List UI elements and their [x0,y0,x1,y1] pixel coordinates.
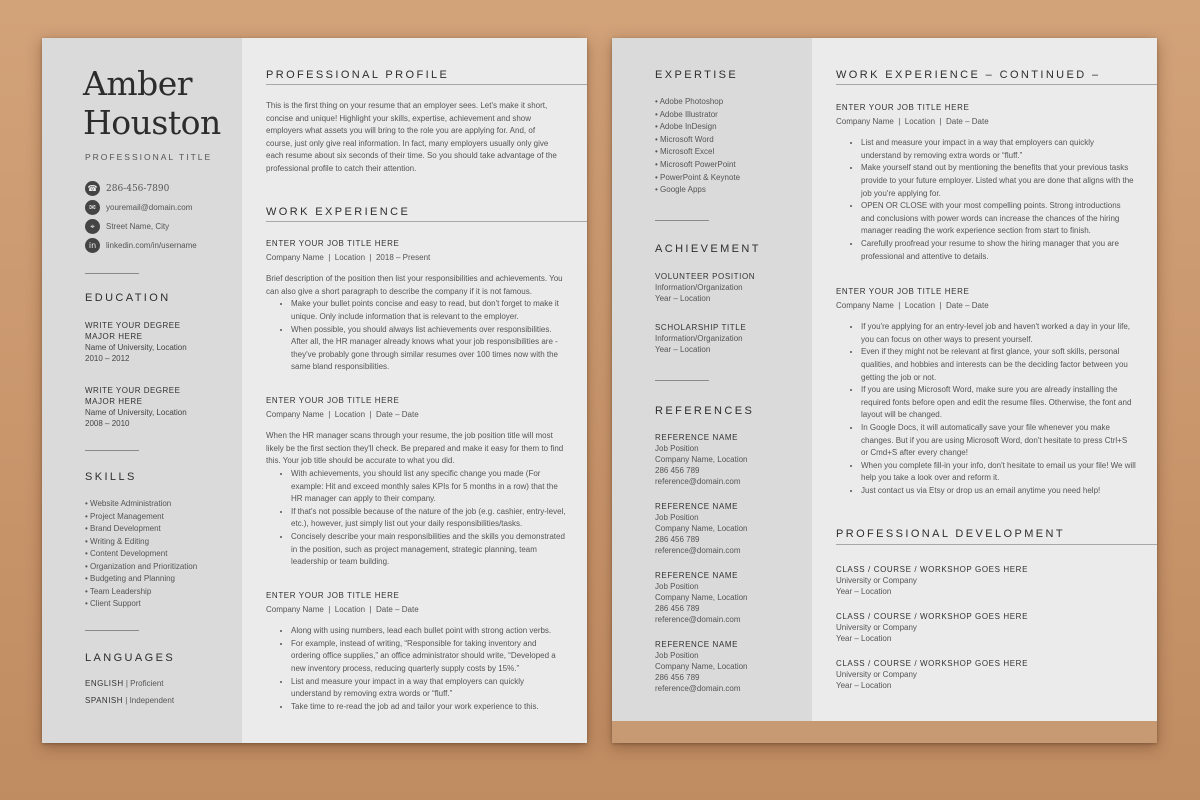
list-item: • Adobe Photoshop [655,96,740,109]
job-title: ENTER YOUR JOB TITLE HERE [836,103,970,112]
course-title: CLASS / COURSE / WORKSHOP GOES HERE [836,565,1028,574]
list-item: • If you're applying for an entry-level job and haven't worked a day in your life, you can focus on other ways to present yourself. [861,321,1136,346]
sidebar [42,38,242,743]
skills-heading: SKILLS [85,471,137,483]
list-item: • Along with using numbers, lead each bullet point with strong action verbs. [291,625,566,638]
list-item: • Brand Development [85,523,197,536]
course-org: University or Company [836,670,917,679]
list-item: • If you are using Microsoft Word, make sure you are already installing the required fonts before open and edit the resume files. Otherwise, the font and layout will be changed. [861,384,1136,422]
list-item: • Microsoft Excel [655,146,740,159]
achievement-item [655,271,755,304]
reference-company: Company Name, Location [655,524,748,533]
heading-rule [836,84,1157,85]
work-experience-heading: WORK EXPERIENCE [266,206,411,218]
job-meta: Company Name | Location | Date – Date [836,300,989,310]
reference-company: Company Name, Location [655,593,748,602]
achievement-org: Information/Organization [655,334,743,343]
years: 2010 – 2012 [85,354,130,363]
list-item: • With achievements, you should list any specific change you made (For example: Hit and exceed monthly sales KPIs for 5 months in a row) that the HR manager can apply to their company. [291,468,566,506]
reference-phone: 286 456 789 [655,535,700,544]
divider [85,630,139,631]
last-name: Houston [83,103,221,142]
reference-name: REFERENCE NAME [655,502,739,511]
job-entry [266,395,566,569]
divider [655,220,709,221]
list-item: • Make yourself stand out by mentioning the benefits that your previous tasks provide to your future employer. Listed what you are done that aligns with the job you're applying for. [861,162,1136,200]
list-item: • Content Development [85,548,197,561]
list-item: • Website Administration [85,498,197,511]
list-item: • Organization and Prioritization [85,561,197,574]
education-item [85,385,187,429]
reference-item [655,570,748,625]
reference-item [655,501,748,556]
list-item: • List and measure your impact in a way that employers can quickly understand by removing extra words or “fluff.” [291,676,566,701]
list-item: • Even if they might not be relevant at first glance, your soft skills, personal qualities, and hobbies and interests can be the deciding factor between you getting the job or not. [861,346,1136,384]
contact-email [85,200,192,215]
expertise-heading: EXPERTISE [655,69,739,81]
list-item: • Make your bullet points concise and easy to read, but don't forget to make it unique. Only include information that is relevant to the employer. [291,298,566,323]
resume-page-1 [42,38,587,743]
expertise-list [655,96,740,197]
job-entry [836,286,1136,498]
list-item: • Client Support [85,598,197,611]
reference-phone: 286 456 789 [655,466,700,475]
course-item [836,564,1028,597]
list-item: • For example, instead of writing, “Responsible for taking inventory and ordering office supplies,” an office administrator should write, “Developed a new inventory process, reducing quarterly supply costs by 15%.” [291,638,566,676]
achievement-org: Information/Organization [655,283,743,292]
heading-rule [266,221,587,222]
job-meta: Company Name | Location | Date – Date [836,116,989,126]
achievement-title: SCHOLARSHIP TITLE [655,323,747,332]
contact-text: 286-456-7890 [106,183,170,194]
reference-name: REFERENCE NAME [655,433,739,442]
job-bullets [291,298,566,374]
achievement-title: VOLUNTEER POSITION [655,272,756,281]
reference-item [655,432,748,487]
sidebar [612,38,812,743]
job-meta: Company Name | Location | Date – Date [266,604,419,614]
course-title: CLASS / COURSE / WORKSHOP GOES HERE [836,659,1028,668]
reference-email: reference@domain.com [655,615,741,624]
job-meta: Company Name | Location | 2018 – Present [266,252,431,262]
main-column [812,38,1157,743]
divider [85,450,139,451]
main-column [242,38,587,743]
page-footer-strip [612,721,1157,743]
profile-heading: PROFESSIONAL PROFILE [266,69,450,81]
course-title: CLASS / COURSE / WORKSHOP GOES HERE [836,612,1028,621]
achievement-years: Year – Location [655,294,711,303]
job-meta: Company Name | Location | Date – Date [266,409,419,419]
job-bullets [861,321,1136,497]
languages-heading: LANGUAGES [85,652,176,664]
language-name: SPANISH [85,696,124,705]
reference-phone: 286 456 789 [655,673,700,682]
school: Name of University, Location [85,343,187,352]
list-item: • If that's not possible because of the nature of the job (e.g. cashier, entry-level, etc.), however, just simply list out your daily responsibilities/tasks. [291,506,566,531]
job-title: ENTER YOUR JOB TITLE HERE [266,396,400,405]
job-title: ENTER YOUR JOB TITLE HERE [836,287,970,296]
job-bullets [291,625,566,713]
profile-text: This is the first thing on your resume that an employer sees. Let's make it short, concise and unique! Highlight your skills, expertise, achievement and show employers what assets you will bring to the role you are applying for. And, of course, just only give real information. In fact, many employers usually only give each resume about six seconds of their time. So you should take advantage of the professional profile to catch their attention. [266,101,557,173]
divider [655,380,709,381]
reference-position: Job Position [655,651,699,660]
reference-position: Job Position [655,513,699,522]
first-name: Amber [83,64,193,103]
years: 2008 – 2010 [85,419,130,428]
heading-rule [836,544,1157,545]
job-bullets [861,137,1136,263]
contact-phone [85,181,169,196]
divider [85,273,139,274]
course-years: Year – Location [836,587,892,596]
professional-development-heading: PROFESSIONAL DEVELOPMENT [836,528,1065,540]
email-icon: ✉ [85,200,100,215]
contact-text: linkedin.com/in/username [106,241,197,250]
degree: WRITE YOUR DEGREE [85,386,181,395]
references-heading: REFERENCES [655,405,755,417]
reference-email: reference@domain.com [655,546,741,555]
contact-text: Street Name, City [106,222,170,231]
reference-name: REFERENCE NAME [655,640,739,649]
job-description: Brief description of the position then list your responsibilities and achievements. You can also give a short paragraph to describe the company if it is not famous. [266,274,563,296]
list-item: • OPEN OR CLOSE with your most compelling points. Strong introductions and conclusions with power words can increase the chances of the hiring manager reading the work experience section from start to finish. [861,200,1136,238]
list-item: • In Google Docs, it will automatically save your file whenever you make changes. But if you are using Microsoft Word, don't hesitate to press Ctrl+S or Cmd+S after every change! [861,422,1136,460]
course-item [836,658,1028,691]
reference-phone: 286 456 789 [655,604,700,613]
language-level: Proficient [130,679,164,688]
degree: WRITE YOUR DEGREE [85,321,181,330]
reference-email: reference@domain.com [655,477,741,486]
language-name: ENGLISH [85,679,124,688]
course-years: Year – Location [836,634,892,643]
course-item [836,611,1028,644]
resume-page-2 [612,38,1157,743]
list-item: • Google Apps [655,184,740,197]
achievement-heading: ACHIEVEMENT [655,243,761,255]
professional-title: PROFESSIONAL TITLE [85,152,213,162]
job-entry [836,102,1136,263]
reference-item [655,639,748,694]
list-item: • Microsoft Word [655,134,740,147]
job-title: ENTER YOUR JOB TITLE HERE [266,591,400,600]
job-title: ENTER YOUR JOB TITLE HERE [266,239,400,248]
reference-company: Company Name, Location [655,662,748,671]
list-item: • Carefully proofread your resume to show the hiring manager that you are professional and attentive to details. [861,238,1136,263]
reference-position: Job Position [655,582,699,591]
contact-location [85,219,169,234]
list-item: • Adobe InDesign [655,121,740,134]
list-item: • List and measure your impact in a way that employers can quickly understand by removing extra words or “fluff.” [861,137,1136,162]
course-org: University or Company [836,623,917,632]
list-item: • Project Management [85,511,197,524]
list-item: • Microsoft PowerPoint [655,159,740,172]
reference-company: Company Name, Location [655,455,748,464]
list-item: • Budgeting and Planning [85,573,197,586]
location-icon: ⌖ [85,219,100,234]
achievement-item [655,322,746,355]
job-description: When the HR manager scans through your resume, the job position title will most likely be the first section they'll check. Be prepared and make it easy for them to find this. Your job title should be accurate to what you did. [266,431,564,466]
reference-email: reference@domain.com [655,684,741,693]
phone-icon: ☎ [85,181,100,196]
list-item: • Writing & Editing [85,536,197,549]
education-item [85,320,187,364]
list-item: • When possible, you should always list achievements over responsibilities. After all, the HR manager already knows what your job responsibilities are - they've probably gone through similar resumes over 100 times now with the same bland responsibilities. [291,324,566,374]
language-item: SPANISH | Independent [85,696,175,705]
list-item: • Concisely describe your main responsibilities and the skills you demonstrated in the position, such as project management, strategic planning, team leadership or team building. [291,531,566,569]
candidate-name [83,64,221,142]
contact-text: youremail@domain.com [106,203,193,212]
education-heading: EDUCATION [85,292,171,304]
list-item: • PowerPoint & Keynote [655,172,740,185]
work-continued-heading: WORK EXPERIENCE – CONTINUED – [836,69,1101,81]
heading-rule [266,84,587,85]
contact-linkedin [85,238,197,253]
language-item: ENGLISH | Proficient [85,679,164,688]
job-entry [266,590,566,713]
job-entry [266,238,566,374]
linkedin-icon: in [85,238,100,253]
reference-name: REFERENCE NAME [655,571,739,580]
list-item: • Adobe Illustrator [655,109,740,122]
course-years: Year – Location [836,681,892,690]
list-item: • Just contact us via Etsy or drop us an email anytime you need help! [861,485,1136,498]
language-level: Independent [129,696,175,705]
skills-list [85,498,197,611]
list-item: • Team Leadership [85,586,197,599]
achievement-years: Year – Location [655,345,711,354]
job-bullets [291,468,566,569]
major: MAJOR HERE [85,332,143,341]
reference-position: Job Position [655,444,699,453]
school: Name of University, Location [85,408,187,417]
major: MAJOR HERE [85,397,143,406]
list-item: • When you complete fill-in your info, don't hesitate to email us your file! We will help you take a look over and reform it. [861,460,1136,485]
list-item: • Take time to re-read the job ad and tailor your work experience to this. [291,701,566,714]
course-org: University or Company [836,576,917,585]
